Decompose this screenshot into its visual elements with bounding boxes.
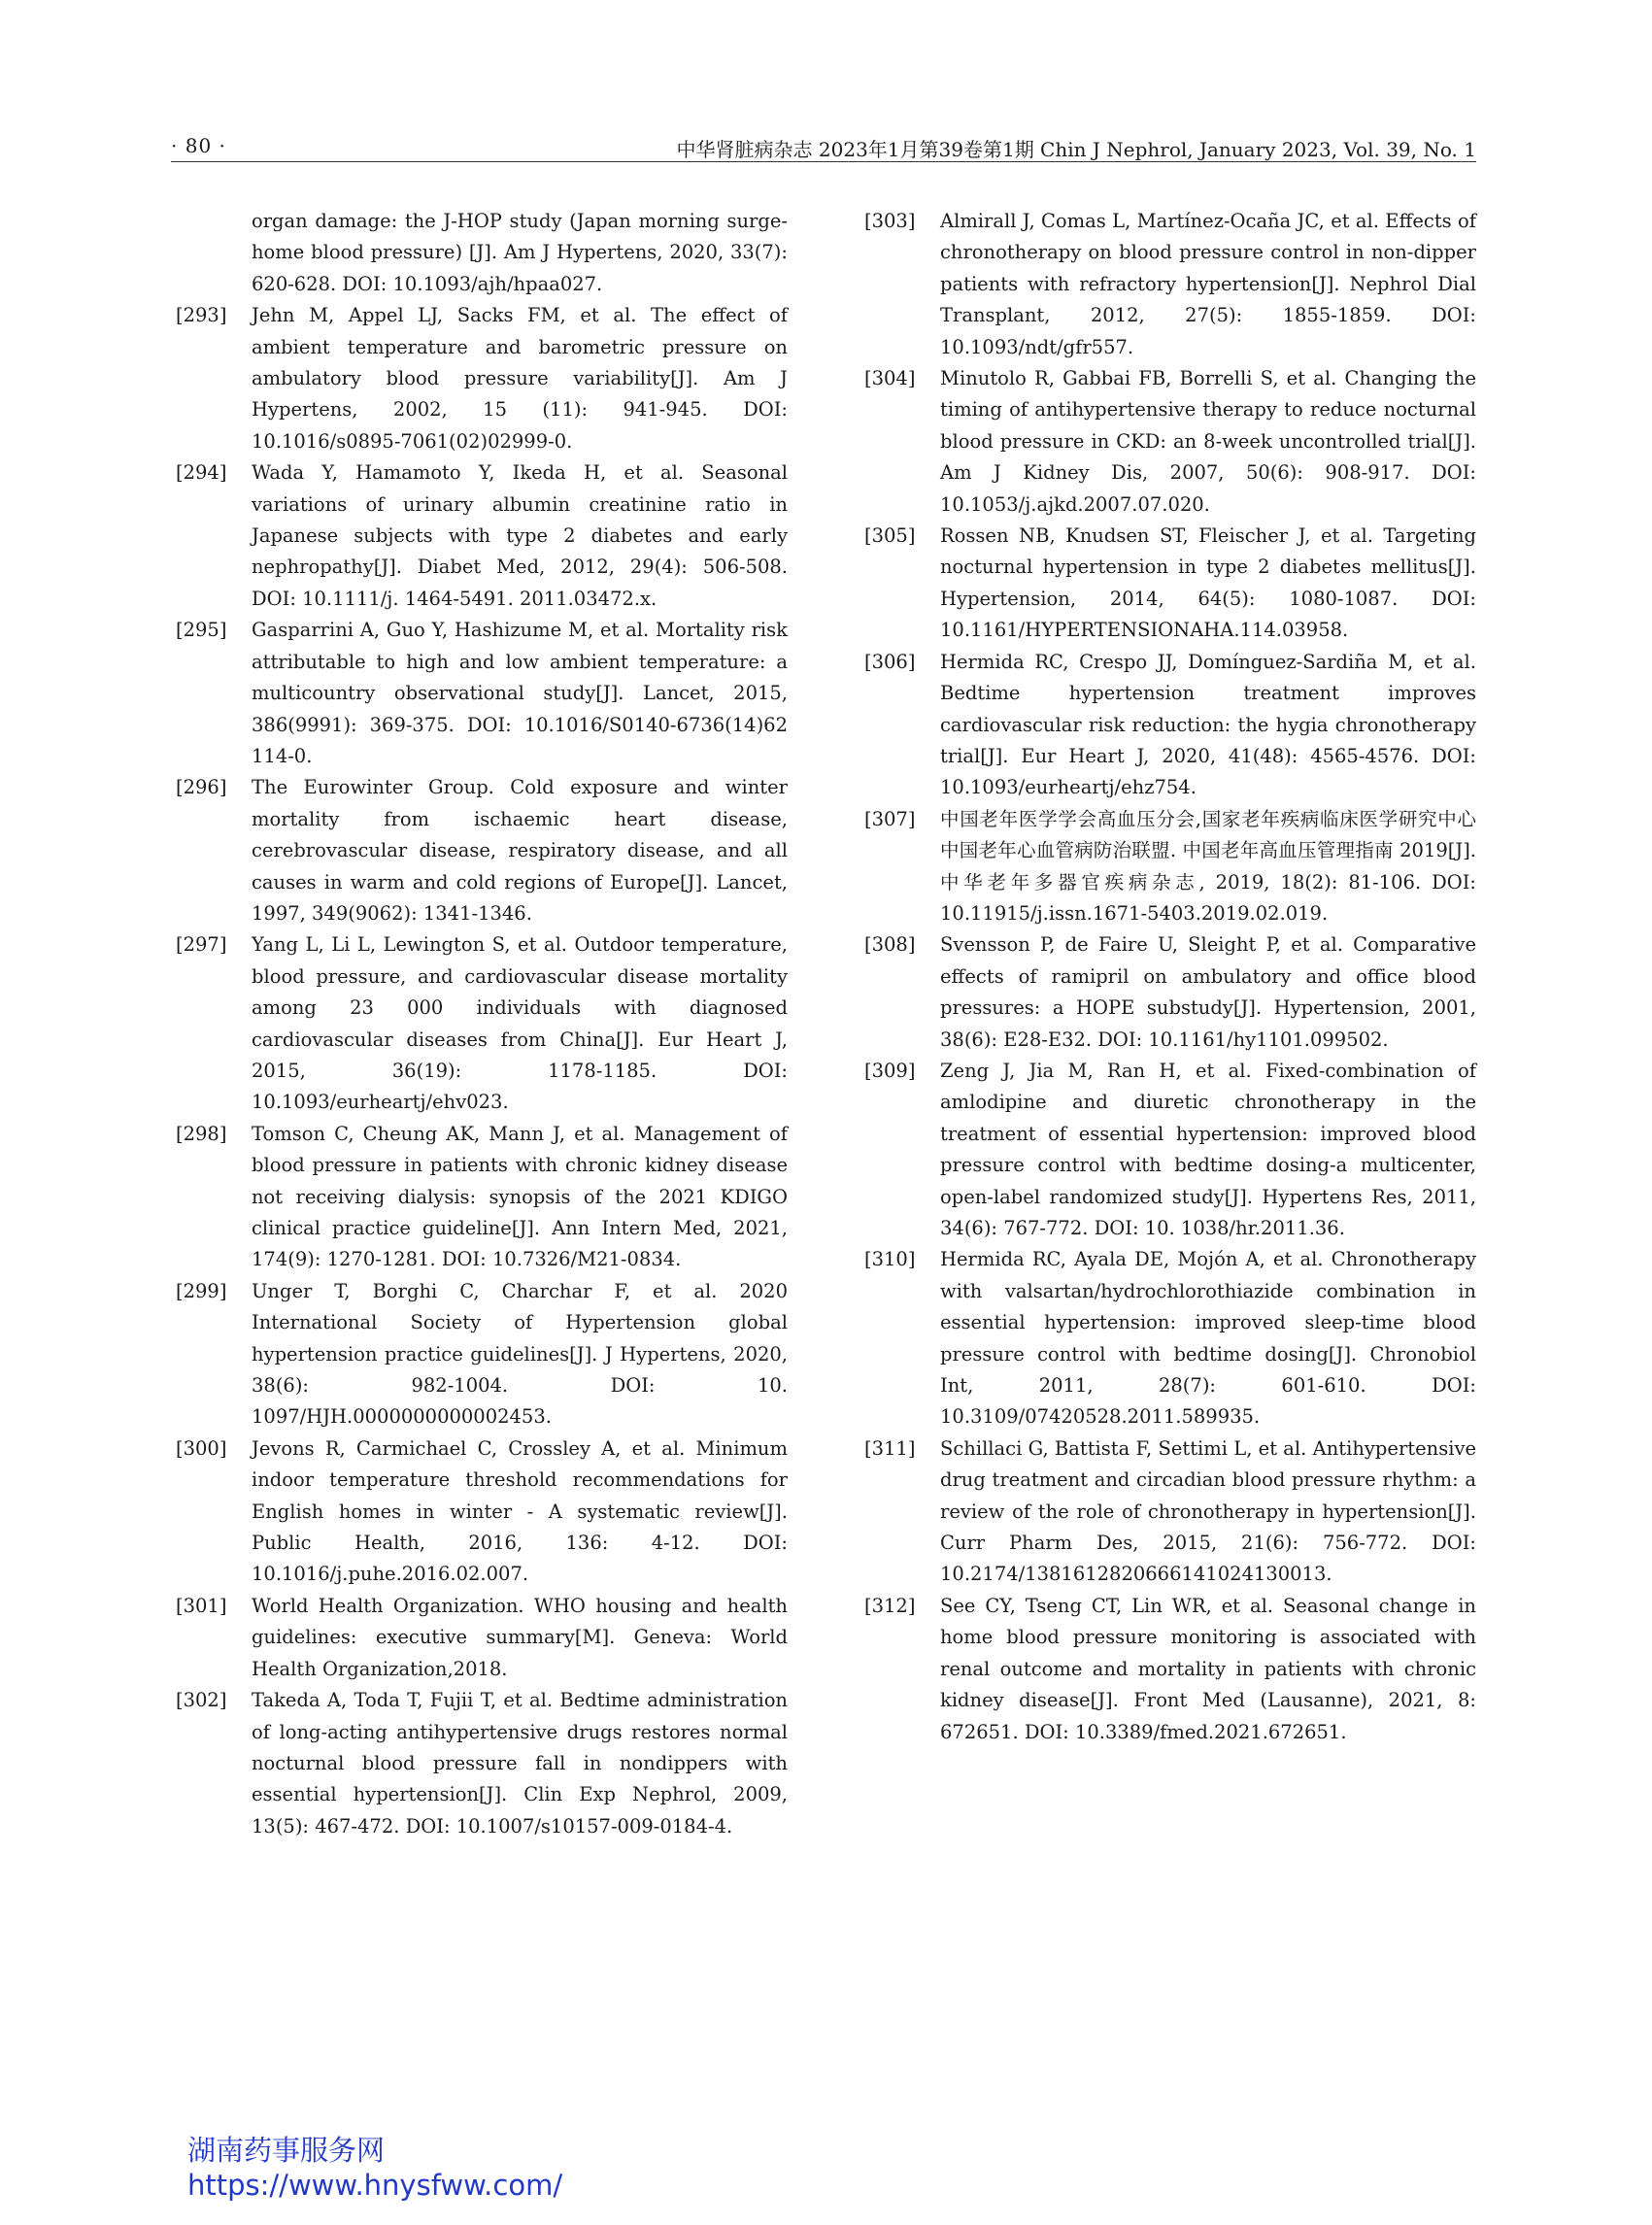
reference-text: The Eurowinter Group. Cold exposure and winter mortality from ischaemic heart disease, cerebrovascular disease, respiratory disease, and all causes in warm and cold regions of Europe[J]. Lancet, 1997, 349(9062): 1341-1346. <box>252 776 788 925</box>
reference-text: Zeng J, Jia M, Ran H, et al. Fixed-combination of amlodipine and diuretic chronotherapy in the treatment of essential hypertension: improved blood pressure control with bedtime dosing-a multicenter, open-label randomized study[J]. Hypertens Res, 2011, 34(6): 767-772. DOI: 10. 1038/hr.2011.36. <box>940 1059 1476 1239</box>
watermark <box>187 2133 562 2203</box>
reference-300 <box>176 1433 788 1591</box>
reference-number: [305] <box>864 524 916 548</box>
reference-text: Jevons R, Carmichael C, Crossley A, et al. Minimum indoor temperature threshold recommendations for English homes in winter - A systematic review[J]. Public Health, 2016, 136: 4-12. DOI: 10.1016/j.puhe.2016.02.007. <box>252 1436 788 1586</box>
watermark-site-name: 湖南药事服务网 <box>187 2134 386 2167</box>
reference-number: [307] <box>864 807 916 830</box>
reference-text: World Health Organization. WHO housing and health guidelines: executive summary[M]. Geneva: World Health Organization,2018. <box>252 1594 788 1680</box>
reference-307 <box>864 804 1476 930</box>
reference-308 <box>864 929 1476 1056</box>
reference-292-continued <box>176 206 788 300</box>
reference-296 <box>176 772 788 929</box>
reference-295 <box>176 615 788 772</box>
reference-311 <box>864 1433 1476 1591</box>
reference-number: [295] <box>176 619 227 642</box>
reference-298 <box>176 1119 788 1276</box>
journal-title: 中华肾脏病杂志 2023年1月第39卷第1期 Chin J Nephrol, January 2023, Vol. 39, No. 1 <box>676 138 1476 161</box>
reference-number: [311] <box>864 1436 916 1460</box>
reference-312 <box>864 1591 1476 1748</box>
reference-304 <box>864 363 1476 521</box>
reference-text: Yang L, Li L, Lewington S, et al. Outdoor temperature, blood pressure, and cardiovascular disease mortality among 23 000 individuals with diagnosed cardiovascular diseases from China[J]. Eur Heart J, 2015, 36(19): 1178-1185. DOI: 10.1093/eurheartj/ehv023. <box>252 933 788 1114</box>
page-header <box>171 130 1476 162</box>
reference-299 <box>176 1276 788 1433</box>
reference-text: Unger T, Borghi C, Charchar F, et al. 2020 International Society of Hypertension global hypertension practice guidelines[J]. J Hypertens, 2020, 38(6): 982-1004. DOI: 10. 1097/HJH.0000000000002453. <box>252 1279 788 1429</box>
page-number: · 80 · <box>171 134 226 157</box>
reference-text: See CY, Tseng CT, Lin WR, et al. Seasonal change in home blood pressure monitoring is associated with renal outcome and mortality in patients with chronic kidney disease[J]. Front Med (Lausanne), 2021, 8: 672651. DOI: 10.3389/fmed.2021.672651. <box>940 1594 1476 1743</box>
reference-301 <box>176 1591 788 1685</box>
reference-number: [312] <box>864 1594 916 1617</box>
reference-text: Hermida RC, Ayala DE, Mojón A, et al. Chronotherapy with valsartan/hydrochlorothiazide combination in essential hypertension: improved sleep-time blood pressure control with bedtime dosing[J]. Chronobiol Int, 2011, 28(7): 601-610. DOI: 10.3109/07420528.2011.589935. <box>940 1248 1476 1429</box>
reference-text: Schillaci G, Battista F, Settimi L, et al. Antihypertensive drug treatment and circadian blood pressure rhythm: a review of the role of chronotherapy in hypertension[J]. Curr Pharm Des, 2015, 21(6): 756-772. DOI: 10.2174/1381612820666141024130013. <box>940 1436 1476 1586</box>
reference-text: Svensson P, de Faire U, Sleight P, et al. Comparative effects of ramipril on ambulatory and office blood pressures: a HOPE substudy[J]. Hypertension, 2001, 38(6): E28-E32. DOI: 10.1161/hy1101.099502. <box>940 933 1476 1051</box>
reference-294 <box>176 457 788 615</box>
reference-text: organ damage: the J-HOP study (Japan morning surge-home blood pressure) [J]. Am J Hypertens, 2020, 33(7): 620-628. DOI: 10.1093/ajh/hpaa027. <box>252 210 788 295</box>
reference-text: Tomson C, Cheung AK, Mann J, et al. Management of blood pressure in patients with chronic kidney disease not receiving dialysis: synopsis of the 2021 KDIGO clinical practice guideline[J]. Ann Intern Med, 2021, 174(9): 1270-1281. DOI: 10.7326/M21-0834. <box>252 1122 788 1271</box>
reference-305 <box>864 521 1476 647</box>
reference-number: [299] <box>176 1279 227 1302</box>
reference-297 <box>176 929 788 1118</box>
reference-text: Almirall J, Comas L, Martínez-Ocaña JC, et al. Effects of chronotherapy on blood pressure control in non-dipper patients with refractory hypertension[J]. Nephrol Dial Transplant, 2012, 27(5): 1855-1859. DOI: 10.1093/ndt/gfr557. <box>940 210 1476 358</box>
reference-310 <box>864 1244 1476 1433</box>
reference-text: Jehn M, Appel LJ, Sacks FM, et al. The effect of ambient temperature and barometric pressure on ambulatory blood pressure variability[J]. Am J Hypertens, 2002, 15 (11): 941-945. DOI: 10.1016/s0895-7061(02)02999-0. <box>252 304 788 453</box>
reference-text: Hermida RC, Crespo JJ, Domínguez-Sardiña M, et al. Bedtime hypertension treatment improves cardiovascular risk reduction: the hygia chronotherapy trial[J]. Eur Heart J, 2020, 41(48): 4565-4576. DOI: 10.1093/eurheartj/ehz754. <box>940 650 1476 799</box>
reference-number: [303] <box>864 210 916 232</box>
reference-number: [298] <box>176 1122 227 1145</box>
reference-text: 中国老年医学学会高血压分会,国家老年疾病临床医学研究中心中国老年心血管病防治联盟. 中国老年高血压管理指南 2019[J]. 中华老年多器官疾病杂志, 2019, 18(2): 81-106. DOI: 10.11915/j.issn.1671-5403.2019.02.019. <box>940 807 1476 925</box>
reference-number: [302] <box>176 1689 227 1712</box>
reference-302 <box>176 1685 788 1842</box>
reference-text: Minutolo R, Gabbai FB, Borrelli S, et al. Changing the timing of antihypertensive therapy to reduce nocturnal blood pressure in CKD: an 8-week uncontrolled trial[J]. Am J Kidney Dis, 2007, 50(6): 908-917. DOI: 10.1053/j.ajkd.2007.07.020. <box>940 367 1476 516</box>
reference-306 <box>864 647 1476 804</box>
reference-text: Rossen NB, Knudsen ST, Fleischer J, et al. Targeting nocturnal hypertension in type 2 diabetes mellitus[J]. Hypertension, 2014, 64(5): 1080-1087. DOI: 10.1161/HYPERTENSIONAHA.114.03958. <box>940 524 1476 642</box>
reference-number: [297] <box>176 933 227 957</box>
reference-number: [300] <box>176 1436 227 1460</box>
reference-number: [310] <box>864 1248 916 1271</box>
reference-text: Wada Y, Hamamoto Y, Ikeda H, et al. Seasonal variations of urinary albumin creatinine ratio in Japanese subjects with type 2 diabetes and early nephropathy[J]. Diabet Med, 2012, 29(4): 506-508. DOI: 10.1111/j. 1464-5491. 2011.03472.x. <box>252 461 788 610</box>
watermark-url: https://www.hnysfww.com/ <box>187 2169 563 2202</box>
reference-293 <box>176 300 788 457</box>
reference-number: [301] <box>176 1594 227 1617</box>
reference-number: [306] <box>864 650 916 673</box>
reference-309 <box>864 1056 1476 1244</box>
reference-number: [293] <box>176 304 227 327</box>
reference-number: [294] <box>176 461 227 485</box>
reference-number: [304] <box>864 367 916 390</box>
references-left-column <box>176 206 788 1842</box>
references-right-column <box>864 206 1476 1748</box>
reference-text: Gasparrini A, Guo Y, Hashizume M, et al. Mortality risk attributable to high and low ambient temperature: a multicountry observational study[J]. Lancet, 2015, 386(9991): 369-375. DOI: 10.1016/S0140-6736(14)62 114-0. <box>252 619 788 767</box>
reference-303 <box>864 206 1476 363</box>
reference-number: [296] <box>176 776 227 799</box>
reference-number: [308] <box>864 933 916 957</box>
reference-text: Takeda A, Toda T, Fujii T, et al. Bedtime administration of long-acting antihypertensive drugs restores normal nocturnal blood pressure fall in nondippers with essential hypertension[J]. Clin Exp Nephrol, 2009, 13(5): 467-472. DOI: 10.1007/s10157-009-0184-4. <box>252 1689 788 1837</box>
reference-number: [309] <box>864 1059 916 1082</box>
